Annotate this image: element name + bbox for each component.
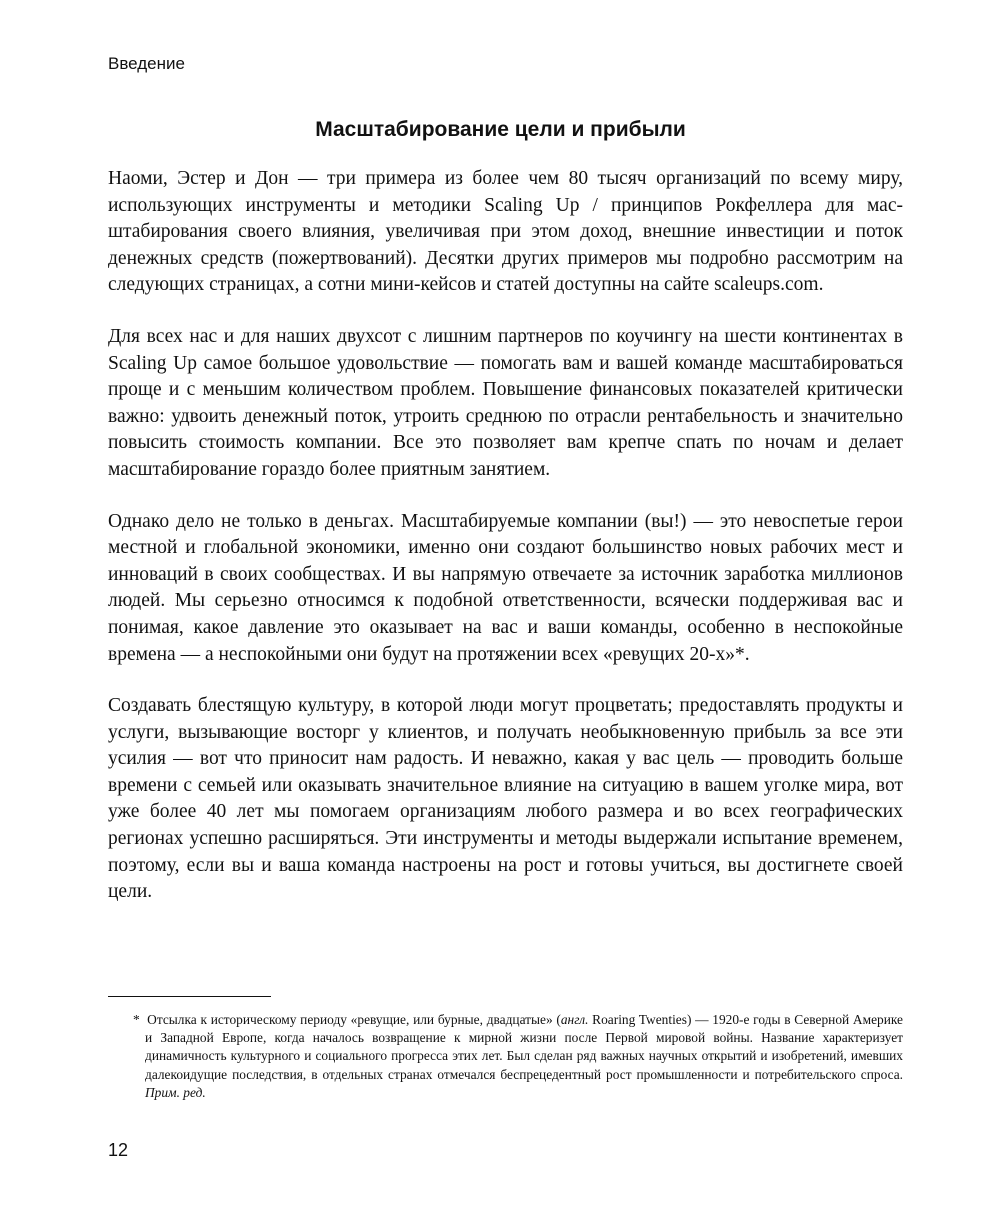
footnote-marker: * (133, 1012, 140, 1027)
paragraph-2: Для всех нас и для наших двухсот с лишним партнеров по коучингу на шести континентах в Scaling Up самое большое удовольствие — помогать вам и вашей команде масштабироваться проще и с меньшим количеством проблем. Повышение финансовых показателей критически важно: удвоить денежный поток, утроить среднюю по отрасли рентабельность и значительно повысить стоимость компании. Все это позволяет вам крепче спать по ночам и делает масштабирование гораздо более приятным занятием. (108, 325, 903, 480)
section-title: Масштабирование цели и прибыли (315, 118, 686, 141)
footnote-abbr: англ. (560, 1012, 589, 1027)
page-number: 12 (108, 1140, 129, 1160)
paragraph-4: Создавать блестящую культуру, в которой люди могут процветать; предоставлять продукты и услуги, вызывающие восторг у клиентов, и получать необыкновенную прибыль за все эти усилия — вот что приносит нам радость. И неважно, какая у вас цель — проводить больше времени с семьей или оказывать значительное влияние на ситуацию в вашем уголке мира, вот уже более 40 лет мы помогаем организациям любого размера и во всех географических регионах успешно расширяться. Эти инструменты и методы выдержали испытание временем, поэтому, если вы и ваша команда настроены на рост и готовы учиться, вы достигнете своей цели. (108, 695, 903, 903)
footnote-editor-note: Прим. ред. (145, 1084, 206, 1100)
footnote-text-rest: Roaring Twenties) — 1920-е годы в Северной Америке и Западной Европе, когда началось возвращение к мирной жизни после Первой мировой войны. Название характеризует динамичность культурного и социального прогресса этих лет. Был сделан ряд важных научных открытий и изобретений, имевших далекоидущие последствия, в отдельных странах отмечался беспрецедентный рост промышленности и потребительского спроса. (145, 1012, 903, 1082)
footnote-divider (108, 996, 271, 997)
footnote (133, 1011, 903, 1102)
paragraph-1: Наоми, Эстер и Дон — три примера из более чем 80 тысяч организаций по всему миру, использующих инструменты и методики Scaling Up / принципов Рокфеллера для масштабирования своего влияния, увеличивая при этом доход, внешние инвестиции и поток денежных средств (пожертвований). Десятки других примеров мы подробно рассмотрим на следующих страницах, а сотни мини-кейсов и статей доступны на сайте scaleups.com. (108, 168, 903, 296)
footnote-text-start: Отсылка к историческому периоду «ревущие, или бурные, двадцатые» ( (147, 1012, 561, 1027)
body-text (108, 166, 903, 931)
running-head: Введение (108, 54, 185, 73)
paragraph-3: Однако дело не только в деньгах. Масштабируемые компании (вы!) — это невоспетые герои местной и глобальной экономики, именно они создают большинство новых рабочих мест и инноваций в своих сообществах. И вы напрямую отвечаете за источник заработка миллионов людей. Мы серьезно относимся к подобной ответственности, всячески поддерживая вас и понимая, какое давление это оказывает на вас и ваши команды, особенно в неспокойные времена — а неспокойными они будут на протяжении всех «ревущих 20-х»*. (108, 510, 903, 665)
